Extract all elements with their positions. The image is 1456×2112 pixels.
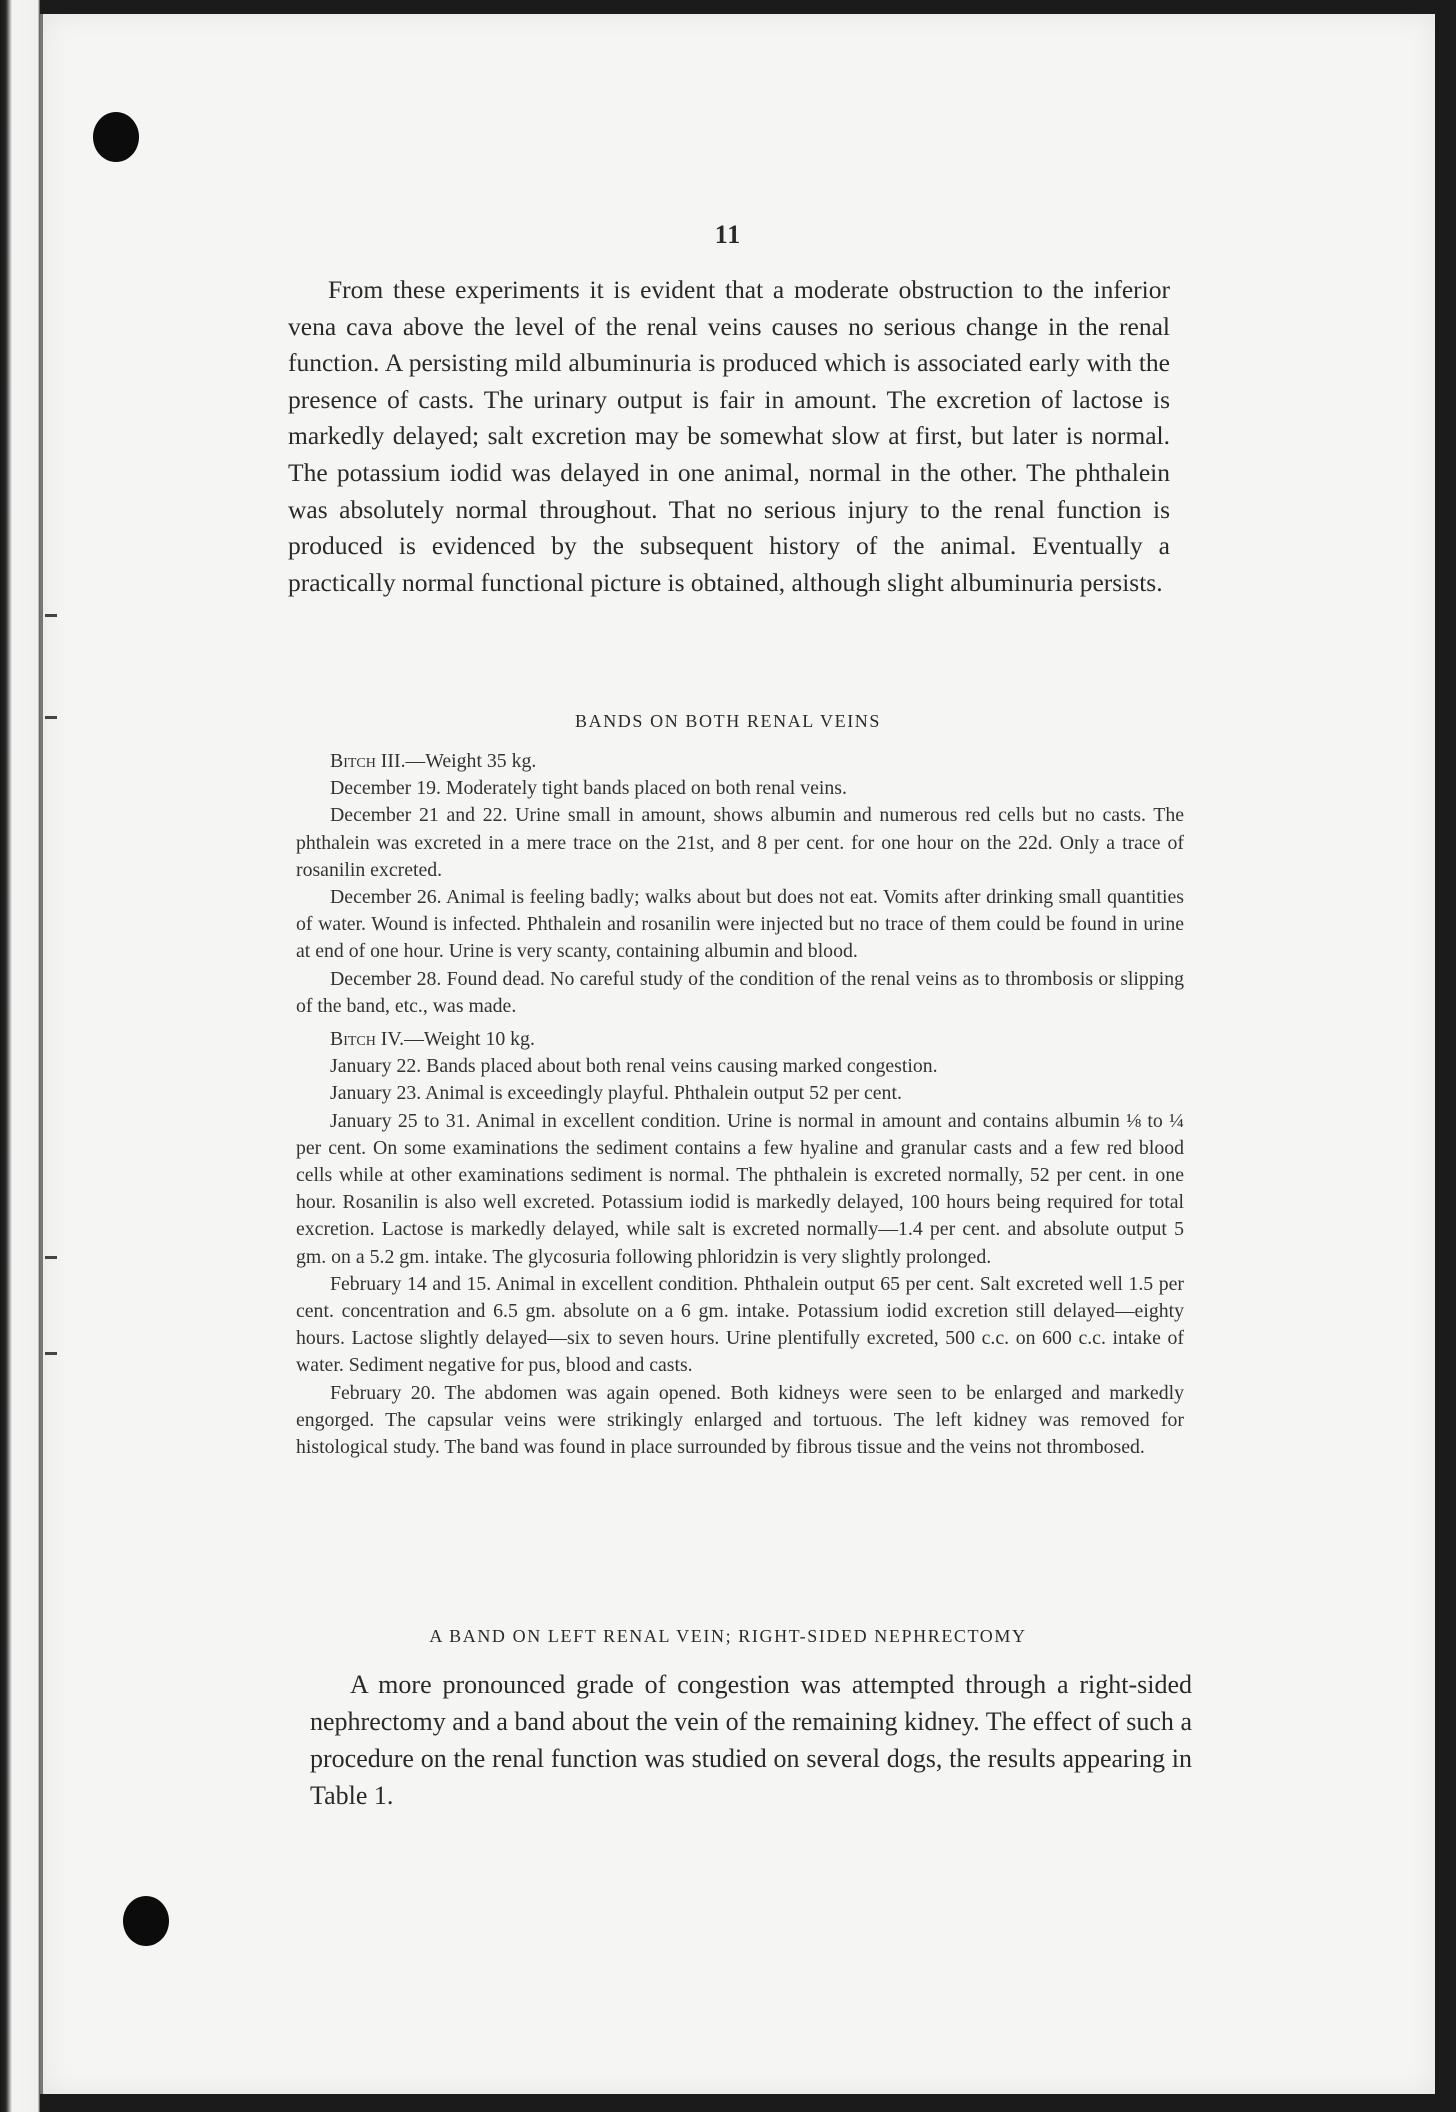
margin-mark <box>45 614 57 617</box>
note-text: Animal in excellent condition. Urine is normal in amount and contains albumin ⅛ to ¼ per cent. On some examinations the sediment contains a few hyaline and granular casts and a few red blood cells while at other examinations sediment is normal. The phthalein is excreted normally, 52 per cent. in one hour. Rosanilin is also well excreted. Potassium iodid is markedly delayed, 100 hours being required for total excretion. Lactose is markedly delayed, while salt is excreted normally—1.4 per cent. and absolute output 5 gm. on a 5.2 gm. intake. The glycosuria following phloridzin is very slightly prolonged. <box>296 1109 1185 1268</box>
note-text: Moderately tight bands placed on both renal veins. <box>440 777 847 800</box>
scan-binding-edge <box>0 0 40 2112</box>
note-date: January 22. <box>330 1055 422 1078</box>
note-entry <box>296 884 1184 966</box>
note-text: The abdomen was again opened. Both kidneys were seen to be enlarged and markedly engorged. The capsular veins were strikingly enlarged and tortuous. The left kidney was removed for histological study. The band was found in place surrounded by fibrous tissue and the veins not thrombosed. <box>296 1381 1184 1459</box>
note-text: Bands placed about both renal veins causing marked congestion. <box>421 1055 938 1078</box>
punch-hole-top <box>93 112 139 162</box>
note-date: December 19. <box>330 777 441 800</box>
note-date: January 23. <box>330 1082 422 1105</box>
intro-paragraph: From these experiments it is evident that a moderate obstruction to the inferior vena cava above the level of the renal veins causes no serious change in the renal function. A persisting mild albuminuria is produced which is associated early with the presence of casts. The urinary output is fair in amount. The excretion of lactose is markedly delayed; salt excretion may be somewhat slow at first, but later is normal. The potassium iodid was delayed in one animal, normal in the other. The phthalein was absolutely normal throughout. That no serious injury to the renal function is produced is evidenced by the subsequent history of the animal. Eventually a practically normal functional picture is obtained, although slight albuminuria persists. <box>288 275 1170 597</box>
note-text: Found dead. No careful study of the condition of the renal veins as to thrombosis or slipping of the band, etc., was made. <box>296 967 1184 1017</box>
note-date: December 28. <box>330 967 442 990</box>
note-entry <box>296 802 1184 884</box>
note-date: January 25 to 31. <box>330 1109 471 1132</box>
case-notes <box>296 748 1184 1461</box>
margin-mark <box>45 1352 57 1355</box>
note-date: December 21 and 22. <box>330 804 508 827</box>
subject-weight: —Weight 35 kg. <box>405 750 537 772</box>
note-date: February 14 and 15. <box>330 1272 492 1295</box>
subject-line <box>296 748 1184 775</box>
page-number: 11 <box>714 220 742 249</box>
note-text: Animal is feeling badly; walks about but does not eat. Vomits after drinking small quantities of water. Wound is infected. Phthalein and rosanilin were injected but no trace of them could be found in urine at end of one hour. Urine is very scanty, containing albumin and blood. <box>296 886 1184 963</box>
note-entry <box>296 1380 1184 1462</box>
note-entry <box>296 1080 1184 1107</box>
subject-weight: —Weight 10 kg. <box>404 1028 535 1051</box>
note-entry <box>296 1053 1184 1080</box>
subject-name: Bitch IV. <box>330 1028 405 1051</box>
note-entry <box>296 1108 1184 1271</box>
note-entry <box>296 1271 1184 1380</box>
punch-hole-bottom <box>123 1896 169 1946</box>
note-date: February 20. <box>330 1381 436 1404</box>
note-text: Animal in excellent condition. Phthalein output 65 per cent. Salt excreted well 1.5 per cent. concentration and 6.5 gm. absolute on a 6 gm. intake. Potassium iodid excretion still delayed—eighty hours. Lactose slightly delayed—six to seven hours. Urine plentifully excreted, 500 c.c. on 600 c.c. intake of water. Sediment negative for pus, blood and casts. <box>296 1272 1185 1377</box>
subject-name: Bitch III. <box>330 750 406 772</box>
section-heading-both-veins: BANDS ON BOTH RENAL VEINS <box>574 711 881 731</box>
section-heading-left-vein: A BAND ON LEFT RENAL VEIN; RIGHT-SIDED NEPHRECTOMY <box>429 1626 1027 1646</box>
note-text: Animal is exceedingly playful. Phthalein output 52 per cent. <box>421 1082 902 1105</box>
note-entry <box>296 775 1184 802</box>
subject-line <box>296 1026 1184 1053</box>
closing-paragraph: A more pronounced grade of congestion was attempted through a right-sided nephrectomy and a band about the vein of the remaining kidney. The effect of such a procedure on the renal function was studied on several dogs, the results appearing in Table 1. <box>310 1670 1192 1810</box>
note-date: December 26. <box>330 886 442 909</box>
note-entry <box>296 966 1184 1020</box>
margin-mark <box>45 1256 57 1259</box>
note-text: Urine small in amount, shows albumin and numerous red cells but no casts. The phthalein was excreted in a mere trace on the 21st, and 8 per cent. for one hour on the 22d. Only a trace of rosanilin excreted. <box>296 804 1184 881</box>
